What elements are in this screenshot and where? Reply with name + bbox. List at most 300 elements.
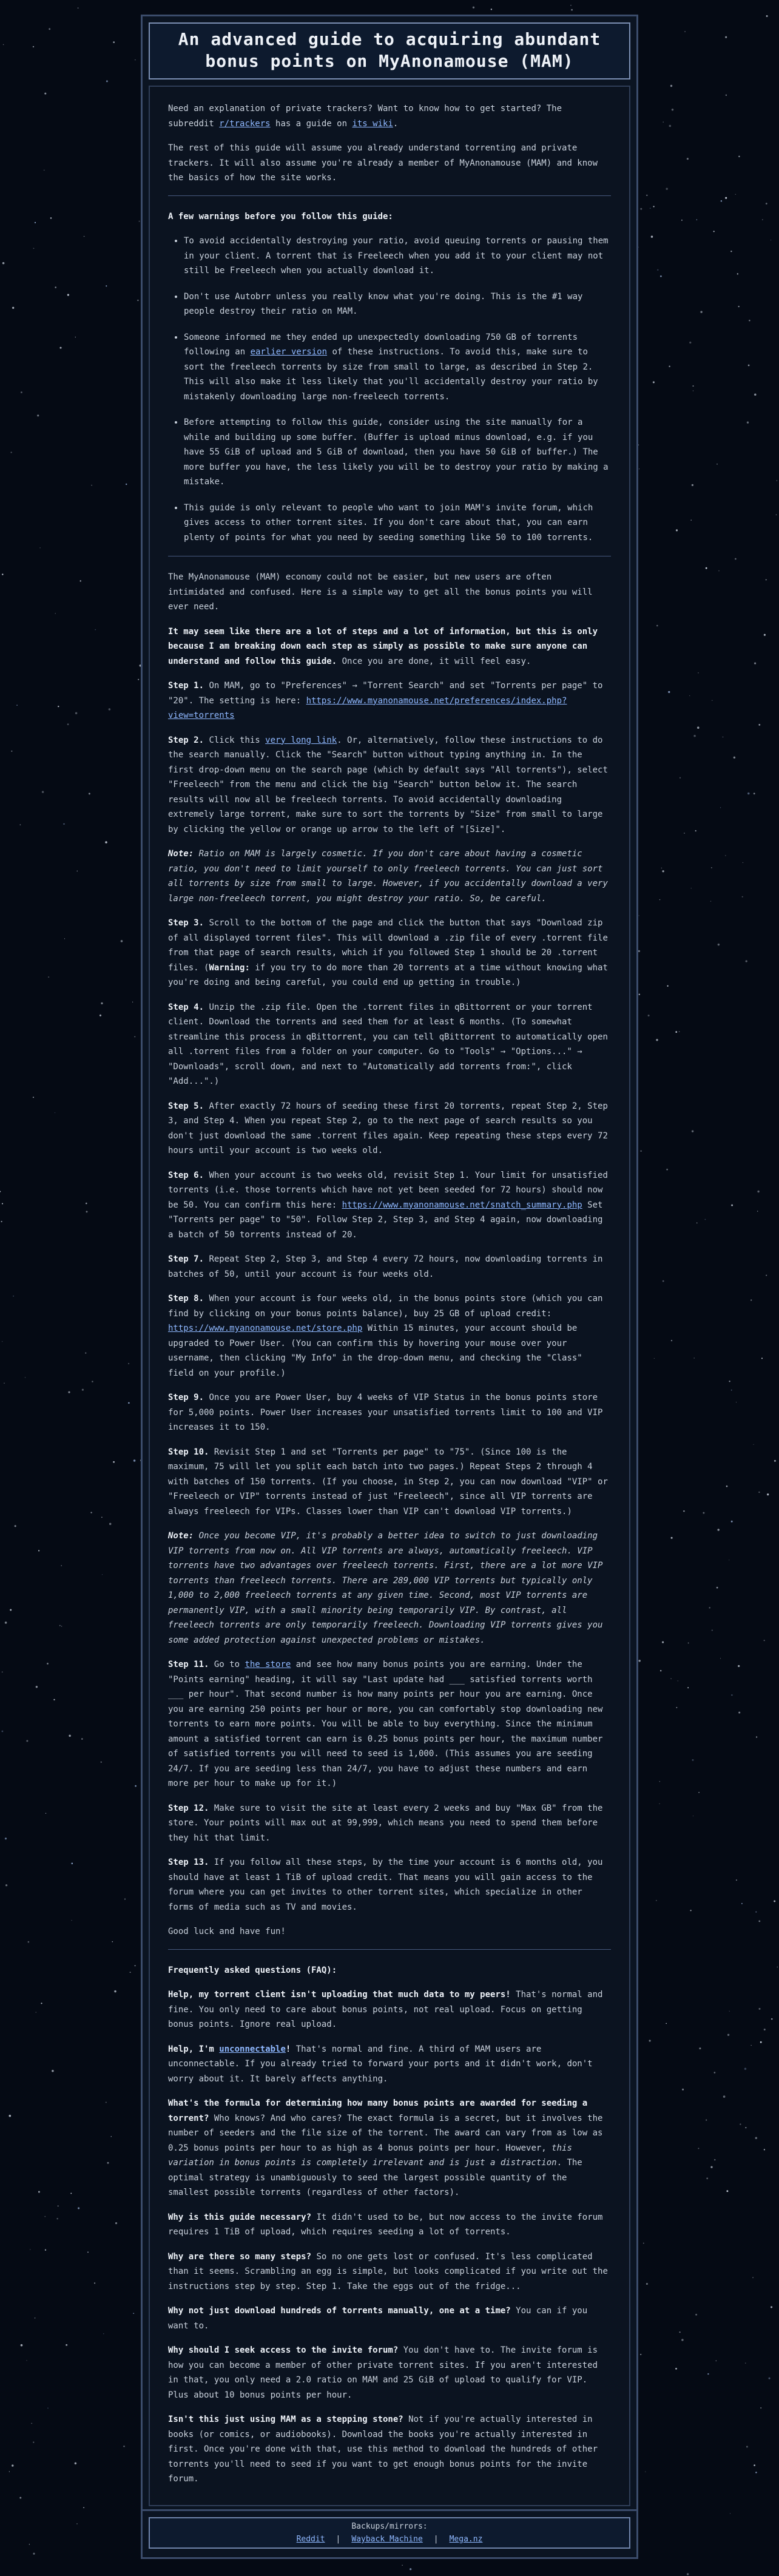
- star-dot: [70, 2192, 72, 2194]
- star-dot: [776, 514, 777, 515]
- star-dot: [676, 529, 678, 531]
- star-dot: [128, 1363, 129, 1364]
- star-dot: [38, 1550, 39, 1551]
- star-dot: [47, 1663, 49, 1665]
- star-dot: [690, 1910, 691, 1911]
- star-dot: [766, 580, 767, 581]
- star-dot: [764, 634, 766, 636]
- star-dot: [21, 391, 22, 393]
- star-dot: [766, 1275, 767, 1276]
- star-dot: [752, 2277, 754, 2278]
- snatch-summary-link[interactable]: https://www.myanonamouse.net/snatch_summary.php: [342, 1200, 582, 1210]
- star-dot: [660, 276, 662, 277]
- faq-answer: It didn't used to be, but now access to the invite forum requires 1 TiB of upload, which requires seeding a lot of torrents.: [168, 2212, 603, 2237]
- text: Ratio on MAM is largely cosmetic. If you don't care about having a cosmetic ratio, you don't need to limit yourself to only freeleech torrents. You can just sort all torrents by size from small to large. However, if you accidentally download a very large non-freeleech torrent, you might destroy your ratio. So, be careful.: [168, 849, 608, 904]
- earlier-version-link[interactable]: earlier version: [250, 347, 328, 357]
- star-dot: [61, 1565, 62, 1566]
- wayback-mirror-link[interactable]: Wayback Machine: [351, 2535, 423, 2544]
- star-dot: [698, 2148, 699, 2149]
- note-label: Note:: [168, 1531, 194, 1541]
- intro-paragraph-1: [168, 101, 611, 131]
- star-dot: [661, 868, 663, 869]
- star-dot: [706, 2177, 708, 2179]
- star-dot: [68, 1391, 70, 1393]
- star-dot: [725, 36, 727, 38]
- star-dot: [75, 2463, 76, 2464]
- star-dot: [646, 2283, 648, 2285]
- faq-question: Isn't this just using MAM as a stepping stone?: [168, 2415, 403, 2424]
- star-dot: [774, 1901, 775, 1902]
- star-dot: [689, 342, 691, 343]
- star-dot: [52, 2070, 54, 2072]
- star-dot: [92, 1381, 93, 1382]
- star-dot: [693, 735, 695, 737]
- star-dot: [731, 1390, 732, 1391]
- step-label: Step 3.: [168, 918, 204, 928]
- star-dot: [48, 976, 49, 978]
- step-3: [168, 916, 611, 990]
- star-dot: [473, 7, 474, 8]
- star-dot: [75, 712, 78, 714]
- star-dot: [113, 1461, 115, 1463]
- star-dot: [28, 1941, 30, 1943]
- faq-item: [168, 2210, 611, 2240]
- text: .: [393, 118, 399, 129]
- star-dot: [697, 726, 700, 729]
- star-dot: [725, 855, 726, 856]
- star-dot: [109, 708, 111, 711]
- faq-heading-text: Frequently asked questions (FAQ):: [168, 1965, 337, 1975]
- star-dot: [741, 1903, 743, 1904]
- star-dot: [726, 1486, 728, 1487]
- star-dot: [729, 2011, 730, 2012]
- step-label: Step 2.: [168, 735, 204, 745]
- star-dot: [753, 1444, 754, 1445]
- mega-mirror-link[interactable]: Mega.nz: [449, 2535, 483, 2544]
- star-dot: [746, 2446, 748, 2448]
- star-dot: [755, 1912, 757, 1913]
- star-dot: [754, 394, 757, 396]
- star-dot: [680, 2331, 681, 2333]
- step-label: Step 13.: [168, 1858, 209, 1867]
- text: If you follow all these steps, by the time your account is 6 months old, you should have at least 1 TiB of upload credit. That means you will gain access to the forum where you can get invites to other torrent sites, which specialize in other forms of media such as TV and movies.: [168, 1858, 603, 1912]
- star-dot: [5, 1837, 7, 1839]
- star-dot: [754, 2464, 755, 2466]
- star-dot: [126, 484, 127, 485]
- star-dot: [721, 200, 722, 201]
- star-dot: [2, 1671, 3, 1672]
- star-dot: [709, 1607, 710, 1609]
- star-dot: [640, 208, 642, 210]
- text: Revisit Step 1 and set "Torrents per page" to "75". (Since 100 is the maximum, 75 will let you split each batch into two pages.) Repeat Steps 2 through 4 with batches of 150 torrents. (If you choose, in Step 2, you can now download "VIP" or "Freeleech or VIP" torrents instead of just "Freeleech", since all VIP torrents are always freeleech for VIPs. Classes lower than VIP can't download VIP torrents.): [168, 1447, 608, 1516]
- step-8: [168, 1291, 611, 1381]
- star-dot: [5, 1621, 7, 1624]
- faq-answer: Who knows? And who cares? The exact formula is a secret, but it involves the number of seeders and the file size of the torrent. The award can vary from as low as 0.25 bonus points per hour to as high as 4 bonus points per hour. However,: [168, 2113, 603, 2153]
- star-dot: [693, 1357, 694, 1358]
- star-dot: [114, 1990, 116, 1992]
- star-dot: [759, 2008, 761, 2010]
- star-dot: [81, 1738, 83, 1739]
- star-dot: [650, 208, 651, 209]
- star-dot: [670, 85, 672, 87]
- star-dot: [726, 95, 727, 96]
- text: Unzip the .zip file. Open the .torrent files in qBittorrent or your torrent client. Download the torrents and seed them for at least 6 months. (To somewhat streamline this process in qBittorrent, you can tell qBittorrent to automatically open all .torrent files from a folder on your computer. Go to "Tools" → "Options..." → "Downloads", scroll down, and next to "Automatically add torrents from:", click "Add...".): [168, 1002, 608, 1086]
- separator: |: [336, 2535, 341, 2544]
- star-dot: [760, 2407, 761, 2409]
- star-dot: [101, 1002, 103, 1004]
- mirrors-links: [150, 2533, 629, 2546]
- star-dot: [656, 625, 658, 627]
- star-dot: [656, 1039, 658, 1041]
- star-dot: [86, 1203, 87, 1205]
- star-dot: [85, 1353, 86, 1354]
- star-dot: [16, 705, 18, 706]
- star-dot: [660, 1670, 661, 1671]
- star-dot: [137, 300, 138, 301]
- very-long-link[interactable]: very long link: [265, 735, 337, 745]
- text: and see how many bonus points you are earning. Under the "Points earning" heading, it will say "Last update had ___ satisfied torrents worth ___ per hour". That second number is how many points per hour you are earning. Once you are earning 250 points per hour or more, you can comfortably stop downloading new torrents to earn more points. You will be able to buy everything. Since the minimum amount a satisfied torrent can earn is 0.25 bonus points per hour, the maximum number of satisfied torrents you will need to seed is 1,000. (This assumes you are seeding 24/7. If you are seeding less than 24/7, you have to adjust these numbers and earn more per hour to make up for it.): [168, 1660, 603, 1788]
- star-dot: [712, 1630, 713, 1631]
- star-dot: [692, 1759, 694, 1761]
- star-dot: [738, 306, 739, 307]
- star-dot: [15, 1525, 16, 1527]
- star-dot: [755, 2472, 757, 2473]
- star-dot: [703, 1512, 704, 1514]
- economy-paragraph: [168, 624, 611, 669]
- intro-paragraph-2: The rest of this guide will assume you already understand torrenting and private trackers. It will also assume you're already a member of MyAnonamouse (MAM) and know the basics of how the site works.: [168, 143, 598, 183]
- star-dot: [109, 1523, 112, 1526]
- star-dot: [13, 1296, 14, 1297]
- page-title: An advanced guide to acquiring abundant bonus points on MyAnonamouse (MAM): [178, 29, 601, 71]
- star-dot: [33, 248, 35, 249]
- faq-answer: That's normal and fine. You only need to care about bonus points, not real upload. Focus on getting bonus points. Ignore real upload.: [168, 1990, 603, 2029]
- economy-paragraph: The MyAnonamouse (MAM) economy could not be easier, but new users are often intimidated and confused. Here is a simple way to get all the bonus points you will ever need.: [168, 572, 593, 612]
- star-dot: [750, 1299, 752, 1300]
- star-dot: [695, 2314, 697, 2316]
- star-dot: [5, 1884, 7, 1886]
- star-dot: [714, 2072, 716, 2074]
- star-dot: [717, 464, 718, 465]
- text: !: [285, 2044, 291, 2054]
- star-dot: [710, 901, 711, 902]
- star-dot: [758, 724, 760, 726]
- star-dot: [19, 824, 21, 825]
- star-dot: [59, 347, 61, 349]
- warning-label: Warning:: [209, 962, 250, 973]
- preferences-link[interactable]: https://www.myanonamouse.net/preferences/index.php?view=torrents: [168, 695, 567, 720]
- star-dot: [710, 2166, 712, 2168]
- faq-item: [168, 2250, 611, 2294]
- step-6: [168, 1168, 611, 1243]
- star-dot: [668, 691, 670, 693]
- star-dot: [571, 9, 573, 11]
- star-dot: [711, 867, 712, 868]
- star-dot: [2, 1731, 4, 1733]
- star-dot: [128, 1402, 130, 1404]
- star-dot: [105, 841, 107, 843]
- star-dot: [735, 558, 737, 560]
- star-dot: [659, 1781, 660, 1782]
- step-label: Step 1.: [168, 681, 204, 691]
- star-dot: [671, 1537, 673, 1539]
- star-dot: [41, 2003, 42, 2004]
- star-dot: [754, 793, 755, 794]
- star-dot: [736, 1879, 737, 1881]
- star-dot: [33, 2553, 35, 2555]
- star-dot: [751, 2045, 752, 2046]
- star-dot: [44, 93, 46, 95]
- step-13: [168, 1855, 611, 1915]
- r-trackers-link[interactable]: r/trackers: [219, 118, 271, 129]
- star-dot: [766, 15, 768, 17]
- text: Set "Torrents per page" to "50". Follow Step 2, Step 3, and Step 4 again, now downloading a batch of 50 torrents instead of 20.: [168, 1200, 603, 1240]
- star-dot: [99, 1015, 101, 1016]
- text: When your account is four weeks old, in the bonus points store (which you can find by clicking on your bonus points balance), buy 25 GB of upload credit:: [168, 1294, 603, 1319]
- faq-item: [168, 2343, 611, 2402]
- star-dot: [33, 2441, 34, 2442]
- star-dot: [133, 1459, 136, 1462]
- star-dot: [64, 938, 65, 939]
- star-dot: [410, 2568, 411, 2570]
- star-dot: [675, 1031, 677, 1033]
- star-dot: [130, 1972, 131, 1973]
- star-dot: [84, 236, 85, 237]
- star-dot: [762, 219, 763, 220]
- star-dot: [666, 2023, 667, 2024]
- star-dot: [649, 2040, 651, 2041]
- star-dot: [705, 1219, 706, 1220]
- faq-question: Why are there so many steps?: [168, 2251, 312, 2262]
- star-dot: [1, 1221, 2, 1222]
- star-dot: [706, 2119, 707, 2120]
- text: Repeat Step 2, Step 3, and Step 4 every 72 hours, now downloading torrents in batches of 50, until your account is four weeks old.: [168, 1254, 603, 1279]
- star-dot: [676, 1707, 678, 1708]
- warning-item: • This guide is only relevant to people who want to join MAM's invite forum, which gives access to other torrent sites. If you don't care about that, you can earn plenty of points for what you need by seeding something like 50 to 100 torrents.: [184, 501, 611, 546]
- title-box: [149, 22, 630, 79]
- star-dot: [684, 31, 686, 32]
- star-dot: [760, 2041, 762, 2043]
- star-dot: [121, 940, 123, 942]
- star-dot: [9, 2471, 10, 2472]
- the-store-link[interactable]: the store: [244, 1660, 291, 1669]
- star-dot: [36, 1686, 38, 1688]
- step-label: Step 5.: [168, 1101, 204, 1111]
- star-dot: [50, 217, 52, 219]
- faq-question: Why not just download hundreds of torrents manually, one at a time?: [168, 2306, 511, 2316]
- star-dot: [746, 960, 747, 962]
- divider: [168, 195, 611, 196]
- text: if you try to do more than 20 torrents at a time without knowing what you're doing and being careful, you could end up getting in trouble.): [168, 962, 608, 987]
- star-dot: [95, 629, 96, 630]
- star-dot: [696, 219, 697, 220]
- text: Once you become VIP, it's probably a better idea to switch to just downloading VIP torrents from now on. All VIP torrents are always, automatically freeleech. VIP torrents have two advantages over freeleech torrents. First, there are a lot more VIP torrents than freeleech torrents. There are 289,000 VIP torrents but typically only 1,000 to 2,000 freeleech torrents at any given time. Second, most VIP torrents are permanently VIP, with a small minority being temporarily VIP. By contrast, all freeleech torrents are only temporarily freeleech. Downloading VIP torrents gives you some added protection against unexpected problems or mistakes.: [168, 1531, 603, 1645]
- star-dot: [9, 2115, 12, 2117]
- star-dot: [670, 1678, 672, 1679]
- store-url-link[interactable]: https://www.myanonamouse.net/store.php: [168, 1323, 363, 1333]
- star-dot: [747, 793, 749, 794]
- star-dot: [82, 1389, 84, 1391]
- star-dot: [42, 791, 44, 793]
- star-dot: [643, 2243, 644, 2244]
- text: has a guide on: [270, 118, 352, 129]
- warnings-list: [168, 234, 611, 545]
- star-dot: [638, 1660, 640, 1662]
- faq-answer: You don't have to. The invite forum is how you can become a member of other private torrent sites. If you aren't interested in that, you only need a 2.0 ratio on MAM and 25 GiB of upload to qualify for VIP. Plus about 10 bonus points per hour.: [168, 2345, 598, 2400]
- faq-item: [168, 2042, 611, 2087]
- text: Once you are done, it will feel easy.: [337, 656, 531, 666]
- star-dot: [49, 28, 50, 30]
- step-label: Step 4.: [168, 1002, 204, 1012]
- warnings-heading-text: A few warnings before you follow this guide:: [168, 211, 393, 221]
- warning-item: • To avoid accidentally destroying your ratio, avoid queuing torrents or pausing them in your client. A torrent that is Freeleech when you add it to your client may not still be Freeleech when you actually download it.: [184, 234, 611, 279]
- star-dot: [699, 2047, 701, 2049]
- star-dot: [58, 2206, 59, 2207]
- faq-question: Why should I seek access to the invite forum?: [168, 2345, 399, 2355]
- star-dot: [662, 1641, 664, 1643]
- reddit-mirror-link[interactable]: Reddit: [296, 2535, 325, 2544]
- star-dot: [745, 2127, 746, 2128]
- star-dot: [687, 1687, 689, 1688]
- star-dot: [653, 381, 655, 383]
- star-dot: [691, 519, 692, 520]
- star-dot: [26, 1740, 28, 1742]
- step-label: Step 8.: [168, 1294, 204, 1303]
- faq-answer: So no one gets lost or confused. It's less complicated than it seems. Scrambling an egg is simple, but looks complicated if you write out the instructions step by step. Step 1. Take the eggs out of the fridge...: [168, 2251, 608, 2291]
- star-dot: [730, 251, 732, 252]
- step-label: Step 10.: [168, 1447, 209, 1457]
- star-dot: [44, 2216, 46, 2217]
- star-dot: [700, 311, 702, 313]
- star-dot: [737, 273, 738, 274]
- star-dot: [758, 1492, 760, 1493]
- star-dot: [80, 580, 81, 581]
- step-11: [168, 1657, 611, 1791]
- star-dot: [764, 2029, 766, 2030]
- star-dot: [738, 1665, 740, 1667]
- star-dot: [687, 158, 689, 160]
- star-dot: [106, 80, 108, 82]
- note-2: [168, 1529, 611, 1648]
- star-dot: [657, 269, 658, 271]
- star-dot: [731, 1521, 733, 1523]
- star-dot: [33, 1097, 34, 1098]
- star-dot: [706, 567, 707, 569]
- star-dot: [124, 1898, 126, 1899]
- mirrors-inner: [149, 2517, 630, 2549]
- star-dot: [666, 1169, 668, 1171]
- star-dot: [115, 2222, 117, 2224]
- text: Need an explanation of private trackers? Want to know how to get started? The subreddit: [168, 104, 562, 129]
- star-dot: [689, 695, 690, 696]
- star-dot: [135, 1965, 136, 1966]
- star-dot: [21, 2344, 23, 2347]
- text: Once you are Power User, buy 4 weeks of VIP Status in the bonus points store for 5,000 points. Power User increases your unsatisfied torrents limit to 100 and VIP increases it to 150.: [168, 1393, 603, 1432]
- star-dot: [653, 206, 654, 207]
- star-dot: [89, 793, 90, 794]
- star-dot: [94, 2282, 95, 2284]
- text: Make sure to visit the site at least every 2 weeks and buy "Max GB" from the store. Your points will max out at 99,999, which means you need to spend them before they hit that limit.: [168, 1803, 603, 1843]
- star-dot: [749, 320, 750, 322]
- star-dot: [11, 751, 12, 752]
- star-dot: [90, 1512, 92, 1513]
- star-dot: [682, 2089, 684, 2091]
- text: Click this: [204, 735, 266, 745]
- faq-question: Why is this guide necessary?: [168, 2212, 312, 2222]
- step-label: Step 12.: [168, 1803, 209, 1813]
- bold-text: It may seem like there are a lot of steps and a lot of information, but this is only because I am breaking down each step as simply as possible to make sure anyone can understand and follow this guide.: [168, 626, 598, 666]
- star-dot: [638, 444, 639, 445]
- unconnectable-link[interactable]: unconnectable: [219, 2044, 286, 2054]
- star-dot: [747, 422, 749, 424]
- text: . The optimal strategy is unambiguously to seed the largest possible quantity of the smallest possible torrents (regardless of other factors).: [168, 2158, 582, 2197]
- star-dot: [663, 121, 664, 122]
- star-dot: [679, 1031, 680, 1032]
- star-dot: [680, 777, 681, 779]
- faq-question: Help, my torrent client isn't uploading that much data to my peers!: [168, 1990, 511, 2000]
- star-dot: [669, 125, 672, 127]
- star-dot: [0, 1191, 1, 1192]
- star-dot: [755, 2137, 758, 2140]
- italic-text: this variation in bonus points is completely irrelevant and is just a distraction: [168, 2143, 572, 2168]
- text: Scroll to the bottom of the page and click the button that says "Download zip of all displayed torrent files". This will download a .zip file of every .torrent file from that page of search results, which if you followed Step 1 should be 20 .torrent files. (: [168, 918, 608, 973]
- star-dot: [35, 222, 36, 223]
- star-dot: [671, 1340, 672, 1341]
- star-dot: [638, 950, 640, 952]
- star-dot: [56, 2218, 58, 2220]
- star-dot: [745, 2363, 746, 2364]
- star-dot: [78, 2207, 79, 2209]
- star-dot: [37, 414, 39, 416]
- star-dot: [766, 203, 767, 205]
- star-dot: [771, 2018, 772, 2020]
- star-dot: [672, 109, 673, 110]
- star-dot: [729, 1381, 730, 1382]
- star-dot: [756, 1736, 757, 1737]
- star-dot: [640, 2354, 641, 2355]
- star-dot: [66, 2344, 67, 2346]
- star-dot: [727, 2034, 729, 2036]
- wiki-link[interactable]: its wiki: [352, 118, 393, 129]
- star-dot: [53, 1699, 55, 1700]
- star-dot: [77, 871, 78, 872]
- star-dot: [10, 1609, 12, 1611]
- star-dot: [718, 570, 720, 572]
- star-dot: [135, 1036, 136, 1038]
- star-dot: [640, 1151, 641, 1152]
- star-dot: [45, 2250, 46, 2251]
- text: After exactly 72 hours of seeding these first 20 torrents, repeat Step 2, Step 3, and Step 4. When you repeat Step 2, go to the next page of search results so you don't just download the same .torrent files again. Keep repeating these steps every 72 hours until your account is two weeks old.: [168, 1101, 608, 1155]
- faq-question: [168, 2044, 291, 2054]
- step-1: [168, 678, 611, 723]
- star-dot: [698, 1792, 700, 1793]
- mirrors-box: [141, 2509, 638, 2559]
- star-dot: [47, 2408, 49, 2409]
- text: of these instructions. To avoid this, make sure to sort the freeleech torrents by size from small to large, as described in Step 2. This will also make it less likely that you'll accidentally destroy your ratio by mistakenly downloading large non-freeleech torrents.: [184, 347, 598, 402]
- star-dot: [725, 197, 727, 199]
- star-dot: [717, 1529, 720, 1531]
- star-dot: [757, 1191, 759, 1192]
- star-dot: [675, 2368, 677, 2370]
- mirrors-label: Backups/mirrors:: [351, 2522, 428, 2531]
- divider: [168, 1949, 611, 1950]
- star-dot: [726, 2190, 728, 2192]
- star-dot: [71, 1862, 73, 1864]
- step-9: [168, 1390, 611, 1435]
- text: On MAM, go to "Preferences" → "Torrent Search" and set "Torrents per page" to "20". The setting is here:: [168, 681, 603, 706]
- star-dot: [731, 1694, 732, 1695]
- closing-line: Good luck and have fun!: [168, 1927, 286, 1936]
- faq-answer: You can if you want to.: [168, 2306, 588, 2331]
